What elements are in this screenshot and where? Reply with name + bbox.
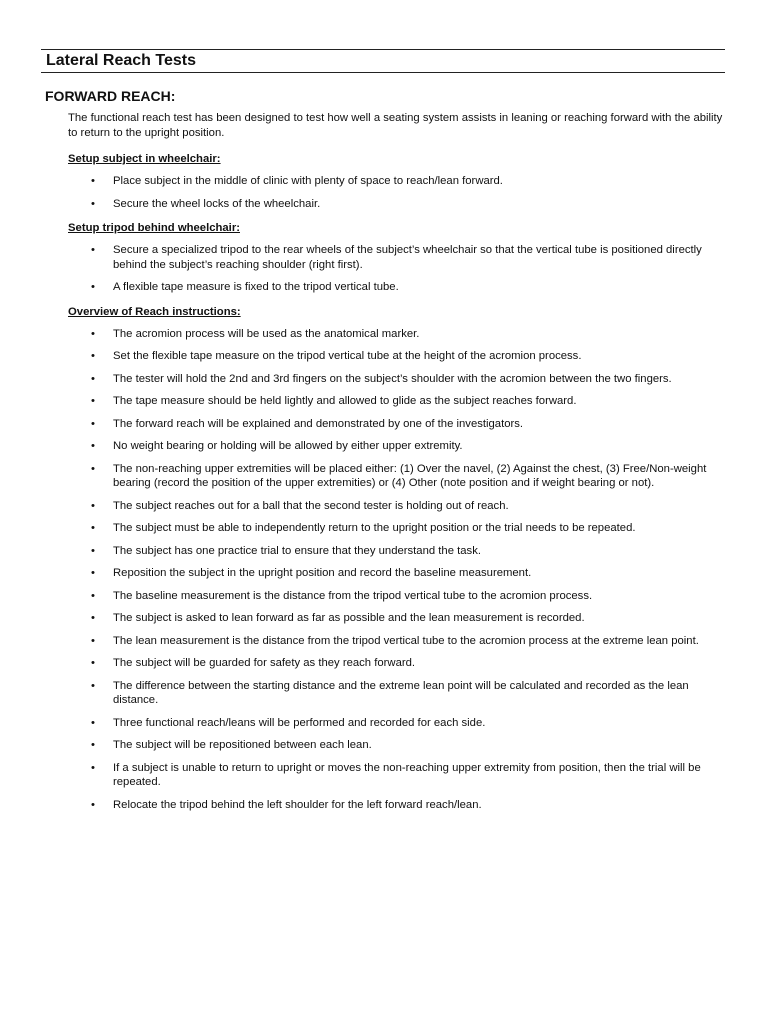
list-item-text: The subject will be repositioned between each lean. xyxy=(113,739,372,751)
bullet-icon: • xyxy=(91,327,95,340)
list-item xyxy=(45,439,727,454)
list-item xyxy=(45,372,727,387)
document-title: Lateral Reach Tests xyxy=(46,52,196,69)
list-item xyxy=(45,462,727,491)
bullet-icon: • xyxy=(91,462,95,475)
list-item-text: Three functional reach/leans will be performed and recorded for each side. xyxy=(113,716,486,729)
bullet-icon: • xyxy=(91,657,95,669)
bullet-icon: • xyxy=(91,761,95,774)
list-item xyxy=(45,634,727,649)
list-item-text: If a subject is unable to return to upright or moves the non-reaching upper extremity from position, then the trial will be repeated. xyxy=(113,761,701,788)
bullet-icon: • xyxy=(91,798,95,811)
sections-container xyxy=(45,152,727,812)
subsection-heading: Setup subject in wheelchair: xyxy=(68,153,221,165)
list-item-text: A flexible tape measure is fixed to the tripod vertical tube. xyxy=(113,281,399,293)
bullet-icon: • xyxy=(91,395,95,407)
title-bar xyxy=(41,49,725,73)
bullet-icon: • xyxy=(91,567,95,579)
list-item-text: The tester will hold the 2nd and 3rd fingers on the subject’s shoulder with the acromion between the two fingers. xyxy=(113,372,672,385)
list-item-text: The subject has one practice trial to ensure that they understand the task. xyxy=(113,544,481,557)
subsection-heading: Setup tripod behind wheelchair: xyxy=(68,222,240,234)
list-item xyxy=(45,716,727,731)
bullet-icon: • xyxy=(91,244,95,256)
list-item-text: Secure a specialized tripod to the rear wheels of the subject’s wheelchair so that the vertical tube is positioned directly behind the subject’s reaching shoulder (right first). xyxy=(113,244,702,271)
list-item xyxy=(45,738,727,753)
section-heading: FORWARD REACH: xyxy=(45,88,176,104)
list-item xyxy=(45,521,727,536)
bullet-icon: • xyxy=(91,739,95,751)
list-item xyxy=(45,174,727,189)
bullet-icon: • xyxy=(91,417,95,430)
list-item-text: The lean measurement is the distance from the tripod vertical tube to the acromion process at the extreme lean point. xyxy=(113,634,699,647)
list-item xyxy=(45,761,727,790)
bullet-list xyxy=(45,327,727,813)
list-item-text: Place subject in the middle of clinic with plenty of space to reach/lean forward. xyxy=(113,175,503,187)
list-item xyxy=(45,656,727,671)
list-item-text: The tape measure should be held lightly and allowed to glide as the subject reaches forward. xyxy=(113,395,577,407)
bullet-icon: • xyxy=(91,281,95,293)
list-item-text: Reposition the subject in the upright position and record the baseline measurement. xyxy=(113,567,532,579)
bullet-icon: • xyxy=(91,197,95,210)
bullet-icon: • xyxy=(91,544,95,557)
list-item-text: The baseline measurement is the distance from the tripod vertical tube to the acromion process. xyxy=(113,589,593,602)
list-item xyxy=(45,280,727,295)
list-item xyxy=(45,349,727,364)
list-item-text: The subject reaches out for a ball that the second tester is holding out of reach. xyxy=(113,499,509,512)
list-item xyxy=(45,566,727,581)
list-item-text: The subject is asked to lean forward as far as possible and the lean measurement is recorded. xyxy=(113,612,585,624)
intro-paragraph: The functional reach test has been designed to test how well a seating system assists in leaning or reaching forward with the ability to return to the upright position. xyxy=(68,112,723,139)
list-item-text: The difference between the starting distance and the extreme lean point will be calculated and recorded as the lean distance. xyxy=(113,679,689,706)
list-item-text: Set the flexible tape measure on the tripod vertical tube at the height of the acromion process. xyxy=(113,350,582,362)
list-item xyxy=(45,327,727,342)
list-item-text: No weight bearing or holding will be allowed by either upper extremity. xyxy=(113,440,463,452)
list-item-text: The non-reaching upper extremities will be placed either: (1) Over the navel, (2) Against the chest, (3) Free/Non-weight bearing (record the position of the upper extremities) or (4) Other (note position and if weight bearing or not). xyxy=(113,462,707,489)
bullet-icon: • xyxy=(91,440,95,452)
list-item xyxy=(45,394,727,409)
bullet-icon: • xyxy=(91,716,95,729)
bullet-icon: • xyxy=(91,499,95,512)
bullet-list xyxy=(45,174,727,211)
bullet-icon: • xyxy=(91,175,95,187)
bullet-icon: • xyxy=(91,350,95,362)
list-item-text: The forward reach will be explained and demonstrated by one of the investigators. xyxy=(113,417,524,430)
list-item xyxy=(45,798,727,813)
bullet-icon: • xyxy=(91,612,95,624)
bullet-icon: • xyxy=(91,522,95,534)
list-item-text: The acromion process will be used as the anatomical marker. xyxy=(113,327,420,340)
list-item xyxy=(45,499,727,514)
subsection-heading: Overview of Reach instructions: xyxy=(68,305,241,318)
bullet-icon: • xyxy=(91,589,95,602)
list-item-text: Relocate the tripod behind the left shoulder for the left forward reach/lean. xyxy=(113,798,482,811)
list-item-text: Secure the wheel locks of the wheelchair. xyxy=(113,197,321,210)
list-item xyxy=(45,544,727,559)
list-item-text: The subject must be able to independently return to the upright position or the trial needs to be repeated. xyxy=(113,522,636,534)
list-item xyxy=(45,243,727,272)
bullet-icon: • xyxy=(91,372,95,385)
list-item xyxy=(45,589,727,604)
bullet-list xyxy=(45,243,727,295)
bullet-icon: • xyxy=(91,634,95,647)
list-item-text: The subject will be guarded for safety as they reach forward. xyxy=(113,657,416,669)
list-item xyxy=(45,417,727,432)
document-content xyxy=(45,87,727,822)
list-item xyxy=(45,611,727,626)
list-item xyxy=(45,679,727,708)
list-item xyxy=(45,197,727,212)
bullet-icon: • xyxy=(91,679,95,692)
